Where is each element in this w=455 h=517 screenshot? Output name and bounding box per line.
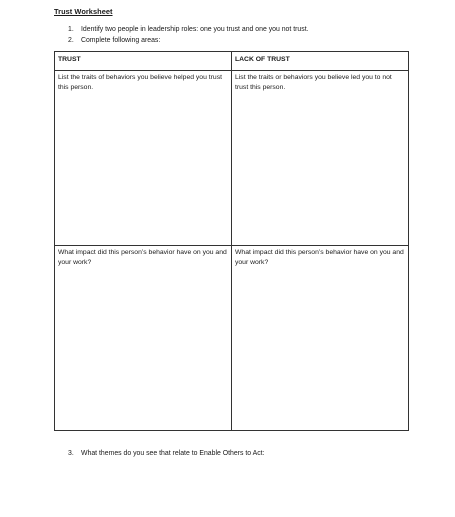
table-header-row [55, 52, 409, 71]
question-3 [68, 450, 264, 457]
instruction-text: Complete following areas: [81, 37, 161, 44]
instruction-number: 1. [68, 26, 74, 33]
instruction-text: Identify two people in leadership roles: one you trust and one you not trust. [81, 26, 309, 33]
header-lack-of-trust: LACK OF TRUST [232, 52, 409, 71]
instructions-list [68, 24, 309, 46]
instruction-number: 2. [68, 37, 74, 44]
lack-of-trust-impact-cell[interactable]: What impact did this person’s behavior have on you and your work? [232, 245, 409, 430]
question-number: 3. [68, 450, 74, 457]
question-text: What themes do you see that relate to Enable Others to Act: [81, 450, 265, 457]
table-row-traits [55, 71, 409, 246]
trust-traits-cell[interactable]: List the traits of behaviors you believe helped you trust this person. [55, 71, 232, 246]
trust-worksheet-table [54, 51, 409, 431]
lack-of-trust-traits-cell[interactable]: List the traits or behaviors you believe led you to not trust this person. [232, 71, 409, 246]
trust-impact-cell[interactable]: What impact did this person’s behavior have on you and your work? [55, 245, 232, 430]
table-row-impact [55, 245, 409, 430]
header-trust: TRUST [55, 52, 232, 71]
instruction-item [68, 24, 309, 35]
instruction-item [68, 35, 309, 46]
worksheet-title: Trust Worksheet [54, 7, 113, 16]
